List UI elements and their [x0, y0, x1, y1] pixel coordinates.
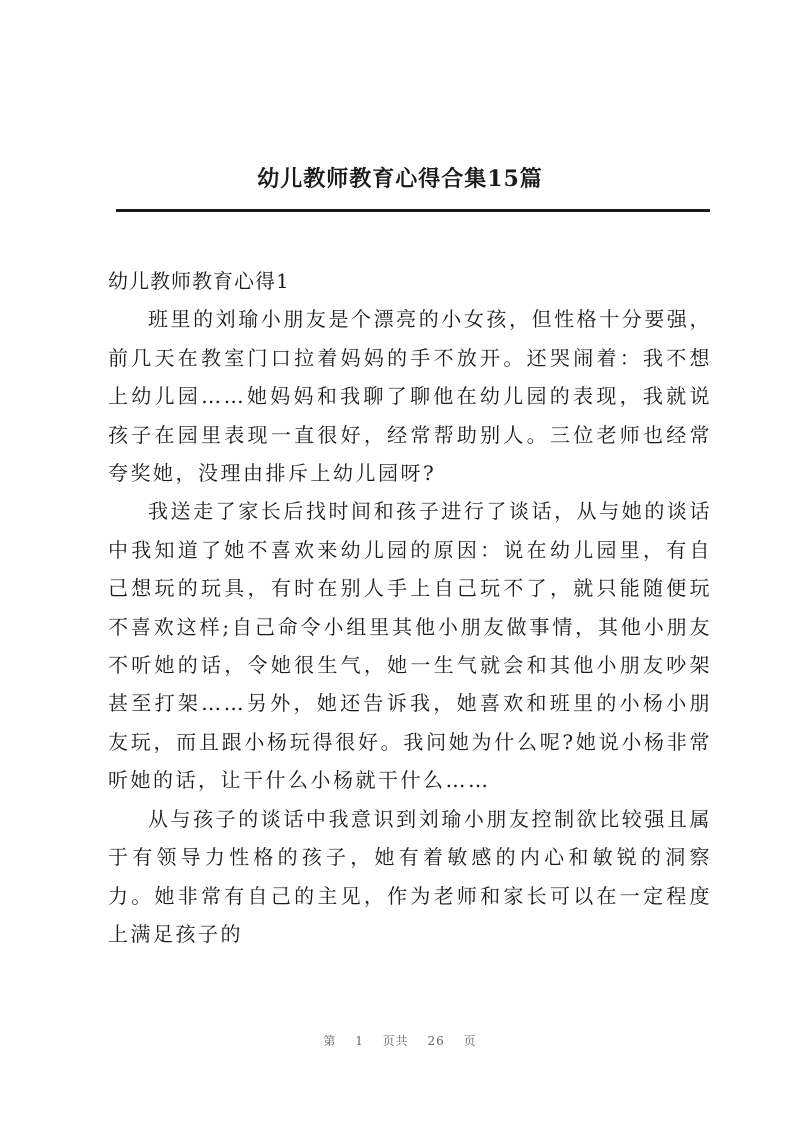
- title-divider: [116, 209, 710, 212]
- footer-current-page: 1: [355, 1034, 364, 1048]
- document-body: [108, 262, 712, 953]
- paragraph-1: 班里的刘瑜小朋友是个漂亮的小女孩，但性格十分要强，前几天在教室门口拉着妈妈的手不放开。还哭闹着：我不想上幼儿园……她妈妈和我聊了聊他在幼儿园的表现，我就说孩子在园里表现一直很好，经常帮助别人。三位老师也经常夸奖她，没理由排斥上幼儿园呀?: [108, 307, 712, 486]
- footer-suffix: 页: [463, 1034, 477, 1048]
- page-footer: [0, 1032, 800, 1049]
- paragraph-3: 从与孩子的谈话中我意识到刘瑜小朋友控制欲比较强且属于有领导力性格的孩子，她有着敏感的内心和敏锐的洞察力。她非常有自己的主见，作为老师和家长可以在一定程度上满足孩子的: [108, 806, 712, 946]
- footer-middle: 页共: [382, 1034, 409, 1048]
- footer-total-pages: 26: [427, 1034, 445, 1048]
- footer-prefix: 第: [323, 1034, 337, 1048]
- section-heading: 幼儿教师教育心得1: [108, 269, 290, 293]
- document-title: 幼儿教师教育心得合集15篇: [257, 166, 543, 192]
- paragraph-2: 我送走了家长后找时间和孩子进行了谈话，从与她的谈话中我知道了她不喜欢来幼儿园的原因：说在幼儿园里，有自己想玩的玩具，有时在别人手上自己玩不了，就只能随便玩不喜欢这样;自己命令小组里其他小朋友做事情，其他小朋友不听她的话，令她很生气，她一生气就会和其他小朋友吵架甚至打架……另外，她还告诉我，她喜欢和班里的小杨小朋友玩，而且跟小杨玩得很好。我问她为什么呢?她说小杨非常听她的话，让干什么小杨就干什么……: [108, 499, 712, 793]
